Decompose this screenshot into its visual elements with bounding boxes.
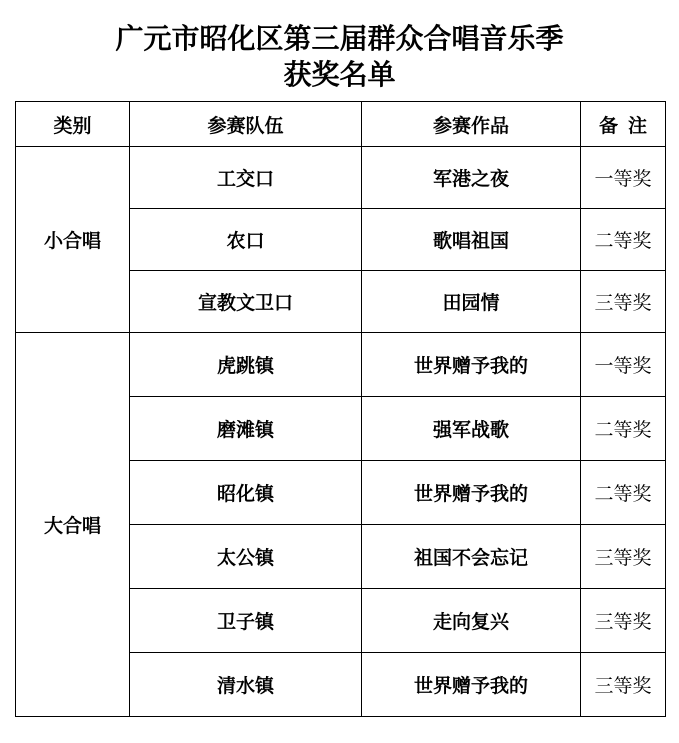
team-cell: 宣教文卫口 [130, 271, 362, 333]
award-cell: 三等奖 [581, 653, 666, 717]
header-category: 类别 [16, 102, 130, 147]
document-title: 广元市昭化区第三届群众合唱音乐季 [115, 22, 564, 55]
category-cell-large-chorus: 大合唱 [16, 333, 130, 717]
header-work: 参赛作品 [362, 102, 581, 147]
work-cell: 走向复兴 [362, 589, 581, 653]
award-cell: 二等奖 [581, 209, 666, 271]
award-table [15, 101, 666, 717]
work-cell: 歌唱祖国 [362, 209, 581, 271]
award-cell: 一等奖 [581, 333, 666, 397]
team-cell: 农口 [130, 209, 362, 271]
header-notes: 备注 [581, 102, 666, 147]
work-cell: 田园情 [362, 271, 581, 333]
table-header-row [16, 102, 666, 147]
award-cell: 三等奖 [581, 589, 666, 653]
work-cell: 军港之夜 [362, 147, 581, 209]
table-row [16, 333, 666, 397]
work-cell: 世界赠予我的 [362, 333, 581, 397]
work-cell: 强军战歌 [362, 397, 581, 461]
award-cell: 三等奖 [581, 271, 666, 333]
category-cell-small-chorus: 小合唱 [16, 147, 130, 333]
team-cell: 磨滩镇 [130, 397, 362, 461]
table-row [16, 147, 666, 209]
document-subtitle: 获奖名单 [283, 58, 396, 91]
award-cell: 三等奖 [581, 525, 666, 589]
team-cell: 清水镇 [130, 653, 362, 717]
team-cell: 卫子镇 [130, 589, 362, 653]
header-team: 参赛队伍 [130, 102, 362, 147]
team-cell: 虎跳镇 [130, 333, 362, 397]
award-cell: 二等奖 [581, 461, 666, 525]
team-cell: 太公镇 [130, 525, 362, 589]
award-cell: 二等奖 [581, 397, 666, 461]
team-cell: 工交口 [130, 147, 362, 209]
work-cell: 世界赠予我的 [362, 653, 581, 717]
team-cell: 昭化镇 [130, 461, 362, 525]
award-cell: 一等奖 [581, 147, 666, 209]
work-cell: 世界赠予我的 [362, 461, 581, 525]
work-cell: 祖国不会忘记 [362, 525, 581, 589]
